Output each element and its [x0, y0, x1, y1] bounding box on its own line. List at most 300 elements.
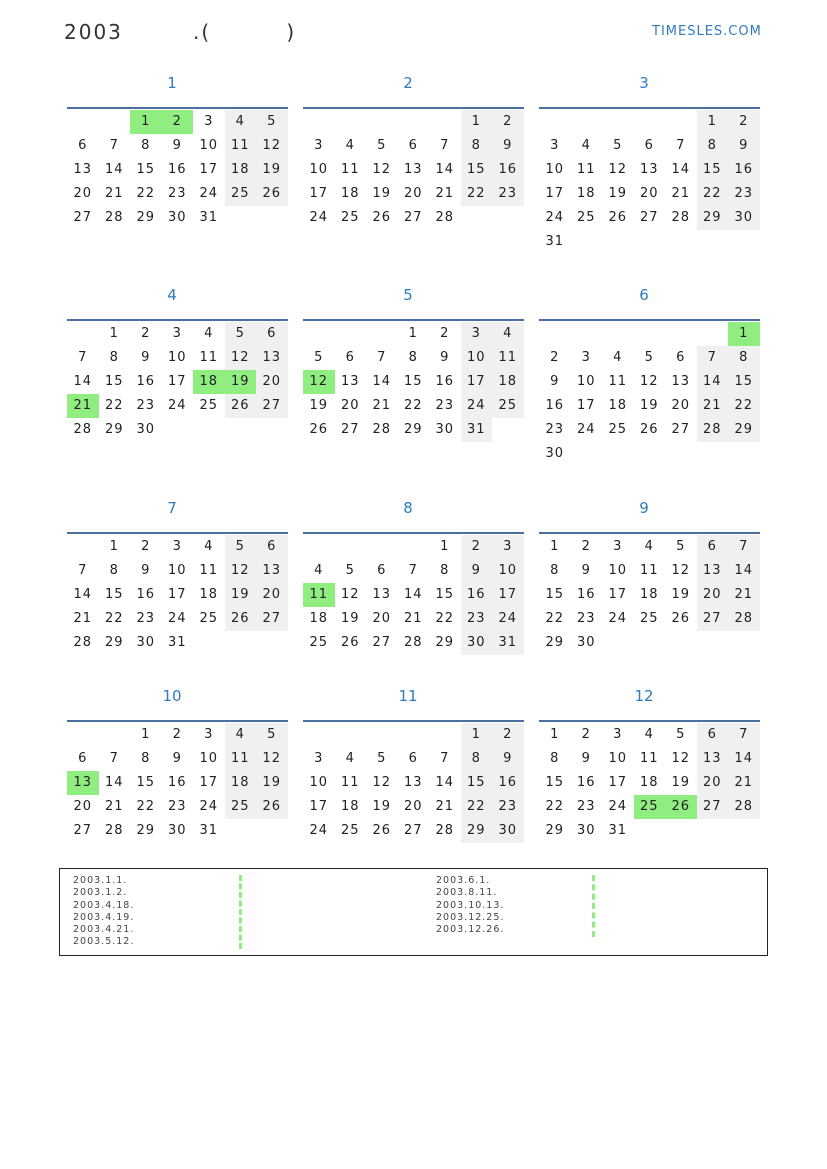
weekend-day-cell: 26 — [256, 795, 288, 819]
month-divider — [539, 107, 760, 109]
day-cell: 8 — [109, 350, 119, 365]
day-cell: 17 — [545, 186, 565, 201]
week-row — [539, 559, 760, 583]
day-cell: 24 — [608, 799, 628, 814]
day-cell: 2 — [172, 727, 182, 742]
empty-day-cell — [256, 206, 288, 230]
day-cell: 28 — [73, 422, 93, 437]
week-row — [539, 795, 760, 819]
weekend-day-cell: 3 — [492, 535, 524, 559]
month-title: 6 — [639, 286, 649, 304]
week-row — [67, 559, 288, 583]
day-cell: 20 — [639, 186, 659, 201]
day-cell: 29 — [104, 422, 124, 437]
empty-day-cell — [571, 230, 603, 254]
holiday-date: 2003.6.1. — [436, 875, 491, 886]
day-cell: 20 — [403, 799, 423, 814]
weekend-day-cell: 23 — [492, 182, 524, 206]
week-row — [303, 795, 524, 819]
day-cell: 8 — [141, 138, 151, 153]
day-cell: 26 — [309, 422, 329, 437]
day-cell: 17 — [309, 186, 329, 201]
week-row — [303, 535, 524, 559]
day-cell: 18 — [199, 587, 219, 602]
day-cell: 31 — [608, 823, 628, 838]
day-cell: 10 — [608, 751, 628, 766]
day-cell: 10 — [576, 374, 596, 389]
day-cell: 7 — [440, 751, 450, 766]
week-row — [67, 206, 288, 230]
empty-day-cell — [193, 631, 225, 655]
day-cell: 16 — [167, 775, 187, 790]
day-cell: 4 — [613, 350, 623, 365]
holiday-date: 2003.5.12. — [73, 936, 135, 948]
empty-day-cell — [697, 442, 729, 466]
day-cell: 21 — [435, 186, 455, 201]
empty-day-cell — [602, 110, 634, 134]
empty-day-cell — [728, 819, 760, 843]
weekend-day-cell: 8 — [461, 747, 493, 771]
weekend-day-cell: 9 — [728, 134, 760, 158]
month-title: 8 — [403, 499, 413, 517]
day-cell: 14 — [104, 775, 124, 790]
empty-day-cell — [225, 631, 257, 655]
weekend-day-cell: 7 — [728, 723, 760, 747]
empty-day-cell — [366, 535, 398, 559]
day-cell: 24 — [608, 611, 628, 626]
day-cell: 5 — [676, 727, 686, 742]
day-cell: 22 — [545, 611, 565, 626]
day-cell: 14 — [435, 162, 455, 177]
day-cell: 22 — [545, 799, 565, 814]
day-cell: 24 — [309, 823, 329, 838]
month-day-grid — [67, 110, 288, 230]
empty-day-cell — [256, 819, 288, 843]
day-cell: 15 — [104, 587, 124, 602]
day-cell: 11 — [199, 350, 219, 365]
holiday-date: 2003.4.18. — [73, 899, 135, 911]
weekend-day-cell: 21 — [728, 771, 760, 795]
day-cell: 5 — [314, 350, 324, 365]
weekend-day-cell: 27 — [697, 795, 729, 819]
empty-day-cell — [67, 535, 99, 559]
empty-day-cell — [225, 206, 257, 230]
empty-day-cell — [303, 110, 335, 134]
day-cell: 17 — [309, 799, 329, 814]
weekend-day-cell: 12 — [256, 747, 288, 771]
day-cell: 15 — [104, 374, 124, 389]
empty-day-cell — [225, 819, 257, 843]
day-cell: 18 — [639, 775, 659, 790]
day-cell: 2 — [440, 326, 450, 341]
day-cell: 30 — [167, 210, 187, 225]
weekend-day-cell: 28 — [728, 607, 760, 631]
weekend-day-cell: 4 — [225, 110, 257, 134]
day-cell: 14 — [372, 374, 392, 389]
day-cell: 28 — [671, 210, 691, 225]
day-cell: 15 — [435, 587, 455, 602]
empty-day-cell — [665, 819, 697, 843]
week-row — [303, 723, 524, 747]
month-day-grid — [539, 322, 760, 466]
holiday-list-left — [73, 875, 134, 949]
week-row — [303, 607, 524, 631]
day-cell: 26 — [340, 635, 360, 650]
holiday-day-cell: 25 — [634, 795, 666, 819]
day-cell: 10 — [167, 350, 187, 365]
week-row — [303, 418, 524, 442]
weekend-day-cell: 6 — [697, 723, 729, 747]
day-cell: 9 — [581, 563, 591, 578]
day-cell: 8 — [141, 751, 151, 766]
weekend-day-cell: 16 — [461, 583, 493, 607]
site-brand-link[interactable]: TIMESLES.COM — [652, 24, 762, 39]
empty-day-cell — [303, 723, 335, 747]
day-cell: 3 — [581, 350, 591, 365]
day-cell: 14 — [104, 162, 124, 177]
holiday-marker-right — [592, 875, 595, 937]
day-cell: 11 — [639, 563, 659, 578]
empty-day-cell — [634, 230, 666, 254]
day-cell: 15 — [136, 775, 156, 790]
weekend-day-cell: 22 — [461, 795, 493, 819]
week-row — [539, 442, 760, 466]
weekend-day-cell: 18 — [492, 370, 524, 394]
week-row — [303, 370, 524, 394]
week-row — [303, 771, 524, 795]
weekend-day-cell: 4 — [492, 322, 524, 346]
day-cell: 29 — [545, 635, 565, 650]
day-cell: 9 — [172, 751, 182, 766]
empty-day-cell — [429, 723, 461, 747]
day-cell: 23 — [167, 799, 187, 814]
weekend-day-cell: 9 — [492, 747, 524, 771]
week-row — [303, 394, 524, 418]
day-cell: 23 — [136, 398, 156, 413]
day-cell: 13 — [372, 587, 392, 602]
empty-day-cell — [335, 723, 367, 747]
day-cell: 2 — [550, 350, 560, 365]
holiday-day-cell: 19 — [225, 370, 257, 394]
empty-day-cell — [697, 322, 729, 346]
day-cell: 27 — [372, 635, 392, 650]
week-row — [539, 723, 760, 747]
day-cell: 20 — [372, 611, 392, 626]
day-cell: 28 — [435, 210, 455, 225]
day-cell: 7 — [109, 751, 119, 766]
month-day-grid — [303, 322, 524, 442]
day-cell: 4 — [204, 326, 214, 341]
empty-day-cell — [492, 206, 524, 230]
day-cell: 18 — [608, 398, 628, 413]
day-cell: 28 — [435, 823, 455, 838]
empty-day-cell — [99, 723, 131, 747]
week-row — [67, 370, 288, 394]
weekend-day-cell: 5 — [225, 535, 257, 559]
empty-day-cell — [461, 206, 493, 230]
weekend-day-cell: 19 — [256, 771, 288, 795]
holiday-day-cell: 12 — [303, 370, 335, 394]
day-cell: 10 — [309, 775, 329, 790]
day-cell: 6 — [78, 751, 88, 766]
week-row — [67, 535, 288, 559]
week-row — [67, 583, 288, 607]
day-cell: 26 — [608, 210, 628, 225]
day-cell: 3 — [314, 751, 324, 766]
weekend-day-cell: 3 — [461, 322, 493, 346]
day-cell: 17 — [608, 775, 628, 790]
day-cell: 9 — [172, 138, 182, 153]
day-cell: 14 — [435, 775, 455, 790]
empty-day-cell — [398, 723, 430, 747]
day-cell: 3 — [550, 138, 560, 153]
day-cell: 4 — [345, 751, 355, 766]
day-cell: 28 — [104, 823, 124, 838]
day-cell: 19 — [639, 398, 659, 413]
day-cell: 22 — [104, 611, 124, 626]
day-cell: 23 — [576, 799, 596, 814]
month-day-grid — [539, 723, 760, 843]
month-day-grid — [303, 535, 524, 655]
day-cell: 26 — [639, 422, 659, 437]
day-cell: 14 — [671, 162, 691, 177]
week-row — [67, 394, 288, 418]
day-cell: 8 — [550, 563, 560, 578]
weekend-day-cell: 22 — [461, 182, 493, 206]
weekend-day-cell: 27 — [256, 394, 288, 418]
week-row — [67, 819, 288, 843]
day-cell: 25 — [340, 210, 360, 225]
day-cell: 23 — [435, 398, 455, 413]
empty-day-cell — [366, 322, 398, 346]
day-cell: 3 — [613, 727, 623, 742]
day-cell: 20 — [73, 799, 93, 814]
day-cell: 29 — [136, 210, 156, 225]
weekend-day-cell: 5 — [225, 322, 257, 346]
day-cell: 6 — [345, 350, 355, 365]
empty-day-cell — [571, 110, 603, 134]
holiday-list-right — [436, 875, 504, 936]
day-cell: 14 — [73, 587, 93, 602]
day-cell: 14 — [403, 587, 423, 602]
week-row — [539, 206, 760, 230]
week-row — [303, 182, 524, 206]
day-cell: 18 — [639, 587, 659, 602]
day-cell: 4 — [644, 539, 654, 554]
day-cell: 25 — [199, 398, 219, 413]
day-cell: 24 — [545, 210, 565, 225]
day-cell: 7 — [440, 138, 450, 153]
empty-day-cell — [303, 322, 335, 346]
weekend-day-cell: 13 — [256, 559, 288, 583]
day-cell: 16 — [136, 374, 156, 389]
day-cell: 16 — [136, 587, 156, 602]
day-cell: 23 — [136, 611, 156, 626]
day-cell: 13 — [340, 374, 360, 389]
week-row — [303, 559, 524, 583]
day-cell: 11 — [639, 751, 659, 766]
holiday-day-cell: 13 — [67, 771, 99, 795]
day-cell: 10 — [167, 563, 187, 578]
weekend-day-cell: 26 — [225, 394, 257, 418]
holiday-date: 2003.12.25. — [436, 911, 505, 923]
empty-day-cell — [366, 723, 398, 747]
week-row — [67, 631, 288, 655]
weekend-day-cell: 15 — [461, 771, 493, 795]
empty-day-cell — [335, 110, 367, 134]
weekend-day-cell: 15 — [461, 158, 493, 182]
empty-day-cell — [256, 631, 288, 655]
day-cell: 24 — [167, 611, 187, 626]
empty-day-cell — [602, 322, 634, 346]
day-cell: 12 — [340, 587, 360, 602]
day-cell: 19 — [340, 611, 360, 626]
empty-day-cell — [728, 230, 760, 254]
empty-day-cell — [335, 535, 367, 559]
day-cell: 9 — [141, 563, 151, 578]
holiday-day-cell: 11 — [303, 583, 335, 607]
day-cell: 12 — [639, 374, 659, 389]
weekend-day-cell: 18 — [225, 158, 257, 182]
day-cell: 11 — [608, 374, 628, 389]
weekend-day-cell: 24 — [492, 607, 524, 631]
day-cell: 1 — [550, 727, 560, 742]
holiday-day-cell: 1 — [728, 322, 760, 346]
month-day-grid — [67, 535, 288, 655]
day-cell: 17 — [199, 775, 219, 790]
day-cell: 5 — [345, 563, 355, 578]
day-cell: 10 — [199, 138, 219, 153]
month-divider — [303, 319, 524, 321]
weekend-day-cell: 1 — [461, 110, 493, 134]
day-cell: 17 — [199, 162, 219, 177]
day-cell: 13 — [403, 775, 423, 790]
day-cell: 15 — [136, 162, 156, 177]
day-cell: 3 — [314, 138, 324, 153]
day-cell: 31 — [199, 210, 219, 225]
day-cell: 24 — [199, 186, 219, 201]
holiday-marker-left — [239, 875, 242, 949]
day-cell: 20 — [340, 398, 360, 413]
day-cell: 9 — [440, 350, 450, 365]
weekend-day-cell: 18 — [225, 771, 257, 795]
empty-day-cell — [728, 442, 760, 466]
day-cell: 3 — [613, 539, 623, 554]
week-row — [67, 795, 288, 819]
month-divider — [303, 107, 524, 109]
week-row — [539, 370, 760, 394]
day-cell: 13 — [73, 162, 93, 177]
day-cell: 21 — [435, 799, 455, 814]
weekend-day-cell: 16 — [492, 771, 524, 795]
empty-day-cell — [728, 631, 760, 655]
day-cell: 18 — [340, 799, 360, 814]
month-day-grid — [539, 535, 760, 655]
day-cell: 22 — [136, 799, 156, 814]
week-row — [539, 583, 760, 607]
day-cell: 6 — [78, 138, 88, 153]
weekend-day-cell: 16 — [728, 158, 760, 182]
weekend-day-cell: 9 — [461, 559, 493, 583]
week-row — [303, 322, 524, 346]
weekend-day-cell: 12 — [256, 134, 288, 158]
day-cell: 16 — [167, 162, 187, 177]
day-cell: 28 — [104, 210, 124, 225]
day-cell: 5 — [377, 751, 387, 766]
weekend-day-cell: 30 — [492, 819, 524, 843]
day-cell: 11 — [576, 162, 596, 177]
weekend-day-cell: 7 — [728, 535, 760, 559]
empty-day-cell — [335, 322, 367, 346]
month-title: 11 — [398, 687, 418, 705]
day-cell: 20 — [403, 186, 423, 201]
holiday-date: 2003.4.21. — [73, 924, 135, 936]
empty-day-cell — [697, 819, 729, 843]
weekend-day-cell: 20 — [256, 370, 288, 394]
empty-day-cell — [162, 418, 194, 442]
day-cell: 26 — [671, 611, 691, 626]
day-cell: 7 — [676, 138, 686, 153]
weekend-day-cell: 5 — [256, 723, 288, 747]
day-cell: 30 — [576, 635, 596, 650]
day-cell: 9 — [141, 350, 151, 365]
week-row — [539, 631, 760, 655]
week-row — [67, 110, 288, 134]
week-row — [539, 182, 760, 206]
week-row — [303, 747, 524, 771]
day-cell: 13 — [639, 162, 659, 177]
week-row — [303, 819, 524, 843]
month-title: 2 — [403, 74, 413, 92]
week-row — [303, 346, 524, 370]
week-row — [539, 418, 760, 442]
day-cell: 19 — [671, 587, 691, 602]
weekend-day-cell: 2 — [728, 110, 760, 134]
day-cell: 2 — [141, 326, 151, 341]
weekend-day-cell: 23 — [461, 607, 493, 631]
empty-day-cell — [256, 418, 288, 442]
day-cell: 16 — [545, 398, 565, 413]
empty-day-cell — [634, 442, 666, 466]
day-cell: 12 — [372, 775, 392, 790]
weekend-day-cell: 16 — [492, 158, 524, 182]
day-cell: 17 — [167, 374, 187, 389]
day-cell: 27 — [671, 422, 691, 437]
day-cell: 13 — [403, 162, 423, 177]
holiday-date: 2003.10.13. — [436, 899, 505, 911]
week-row — [303, 206, 524, 230]
weekend-day-cell: 25 — [492, 394, 524, 418]
day-cell: 10 — [199, 751, 219, 766]
day-cell: 24 — [199, 799, 219, 814]
empty-day-cell — [634, 819, 666, 843]
holiday-date: 2003.1.2. — [73, 887, 128, 899]
day-cell: 19 — [608, 186, 628, 201]
day-cell: 1 — [109, 326, 119, 341]
holiday-day-cell: 1 — [130, 110, 162, 134]
empty-day-cell — [602, 631, 634, 655]
day-cell: 20 — [73, 186, 93, 201]
empty-day-cell — [67, 322, 99, 346]
weekend-day-cell: 21 — [728, 583, 760, 607]
empty-day-cell — [634, 110, 666, 134]
holiday-date: 2003.1.1. — [73, 875, 128, 886]
day-cell: 1 — [440, 539, 450, 554]
day-cell: 21 — [73, 611, 93, 626]
day-cell: 13 — [671, 374, 691, 389]
week-row — [539, 346, 760, 370]
weekend-day-cell: 1 — [697, 110, 729, 134]
